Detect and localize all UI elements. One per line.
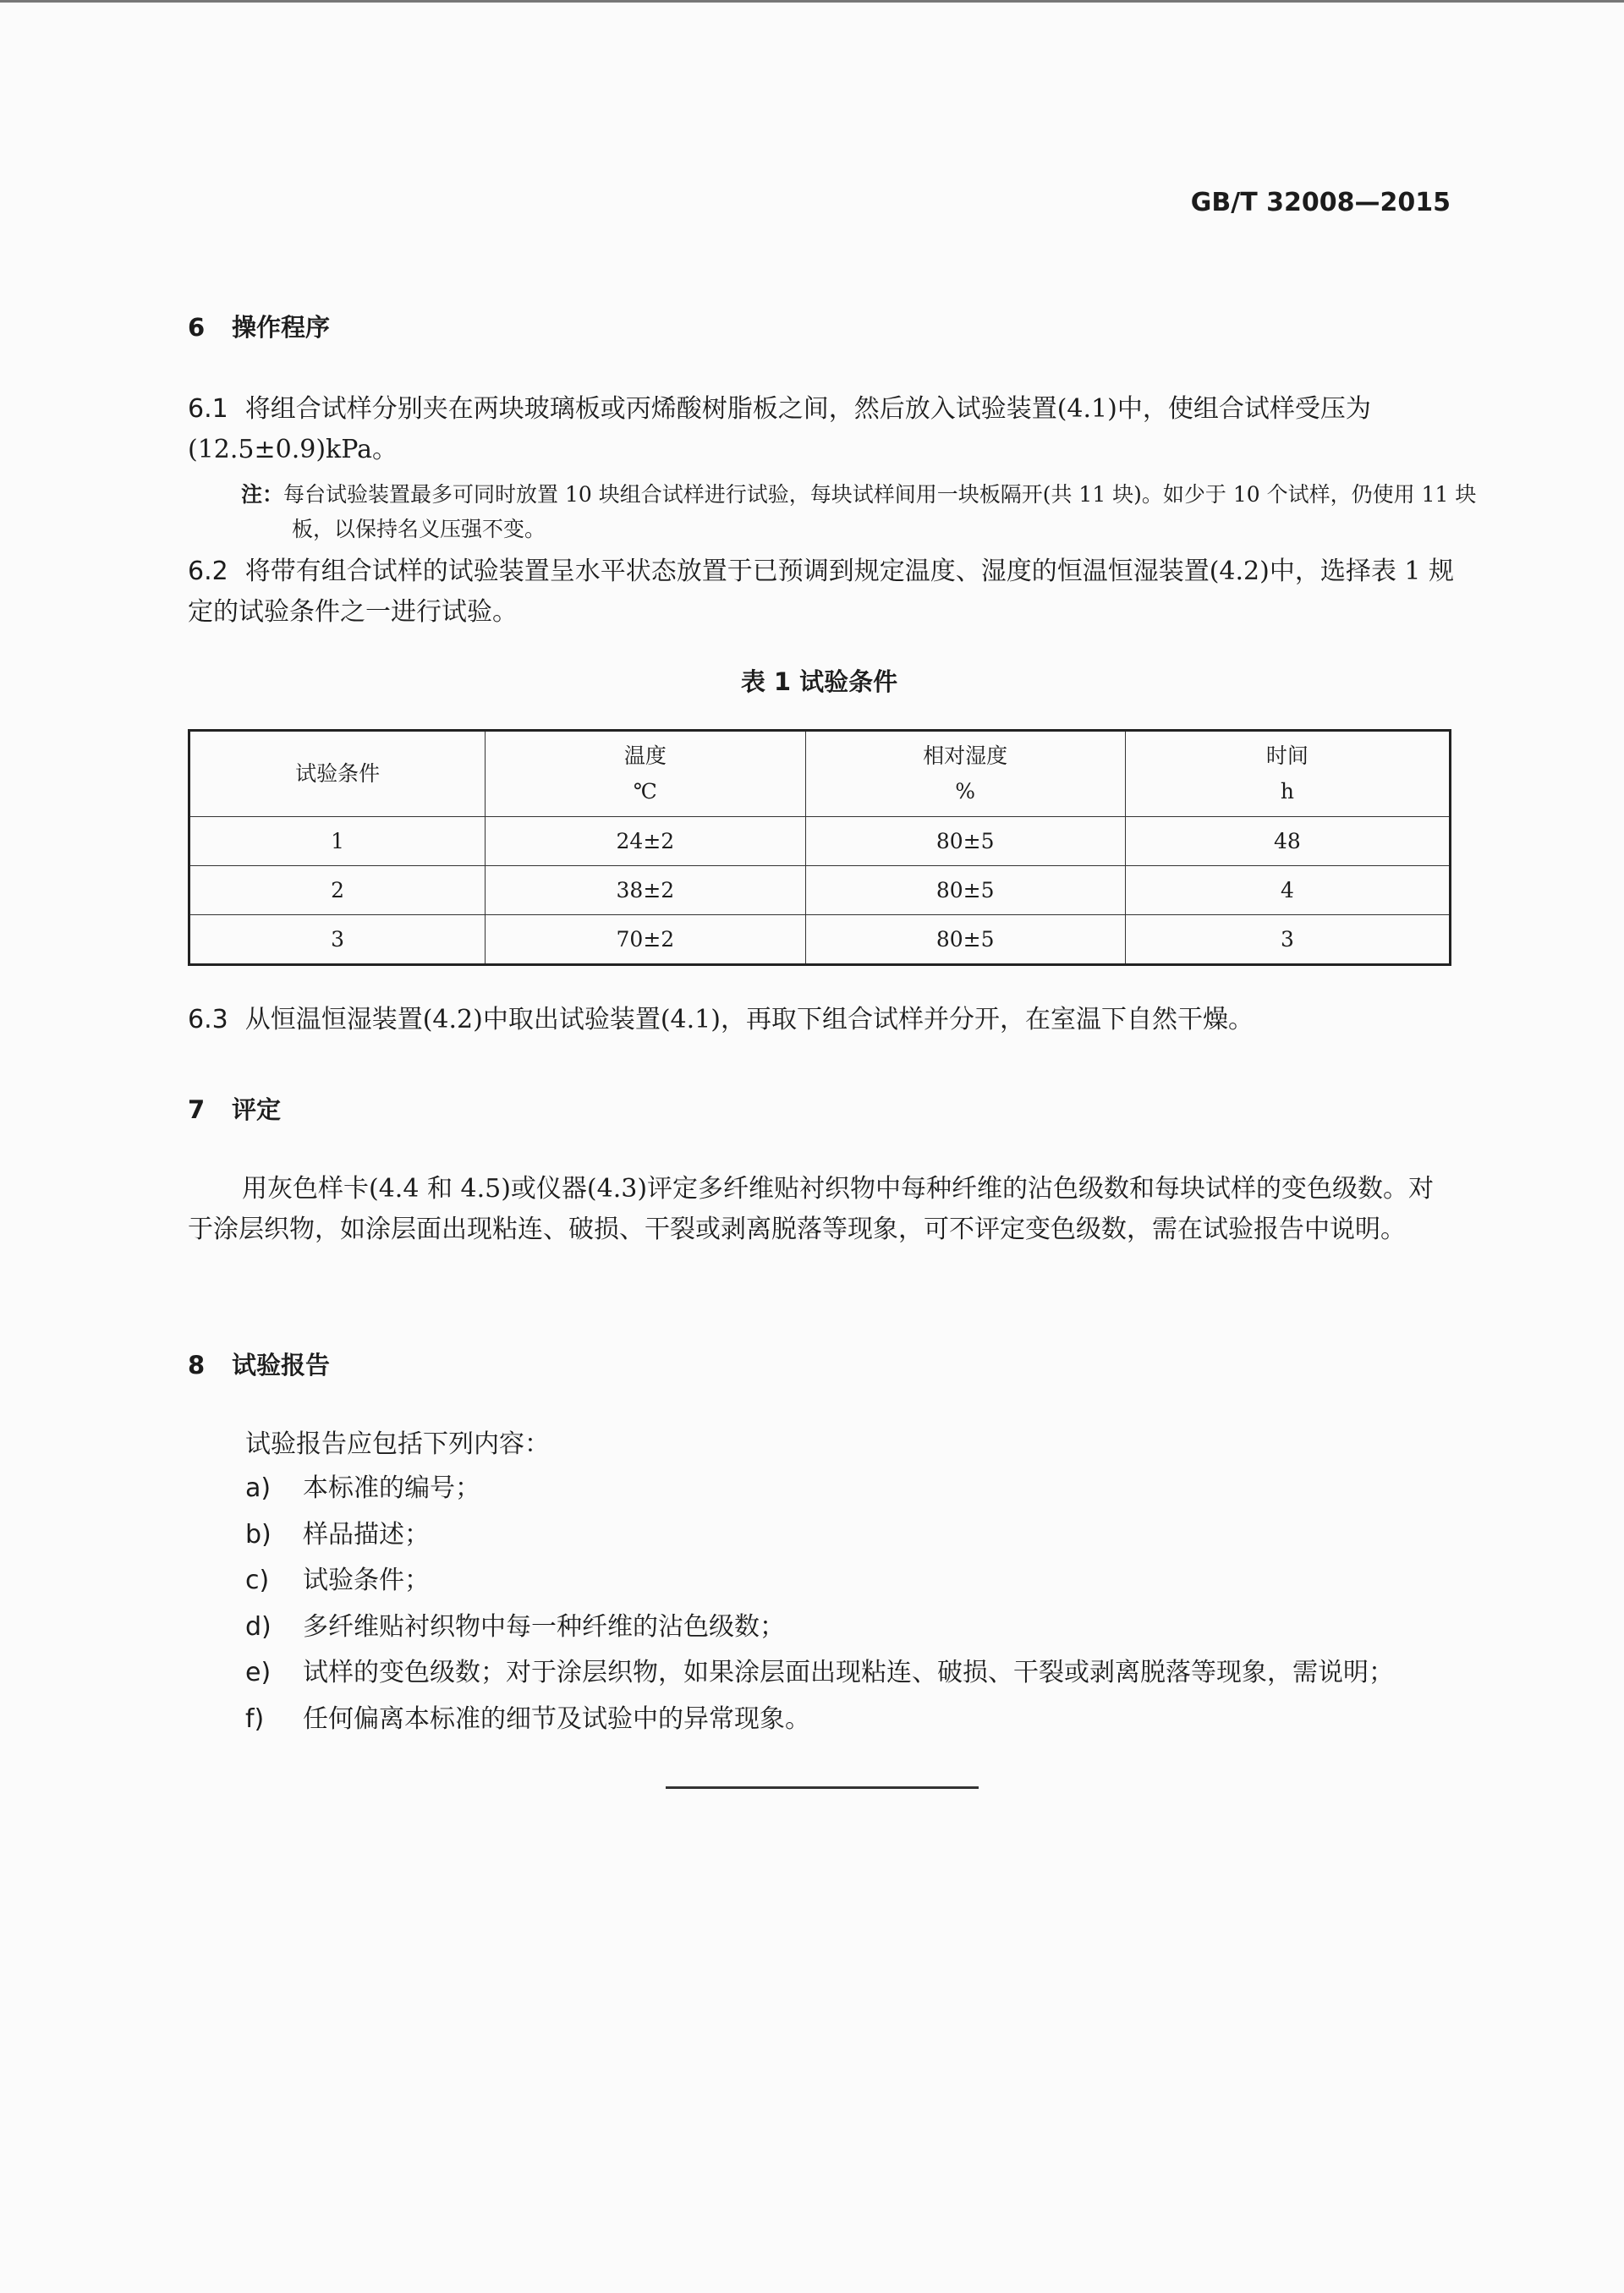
clause-text: 从恒温恒湿装置(4.2)中取出试验装置(4.1)，再取下组合试样并分开，在室温下自然干燥。 bbox=[244, 1005, 1254, 1034]
col-header-humidity: 相对湿度 % bbox=[805, 731, 1125, 817]
section-6-heading bbox=[188, 309, 330, 343]
clause-number: 6.3 bbox=[188, 1005, 228, 1034]
list-marker: b) bbox=[245, 1519, 272, 1550]
table-caption: 表 1 试验条件 bbox=[740, 667, 898, 696]
list-text: 本标准的编号； bbox=[303, 1473, 480, 1503]
list-text: 多纤维贴衬织物中每一种纤维的沾色级数； bbox=[303, 1611, 785, 1642]
table-cell: 4 bbox=[1125, 866, 1450, 915]
table-cell: 38±2 bbox=[486, 866, 805, 915]
section-number: 7 bbox=[188, 1095, 206, 1124]
test-conditions-table bbox=[188, 729, 1451, 966]
end-of-document-rule bbox=[666, 1786, 979, 1789]
standard-number: GB/T 32008—2015 bbox=[1190, 188, 1451, 217]
table-cell: 24±2 bbox=[486, 817, 805, 866]
scan-top-edge bbox=[0, 0, 1624, 3]
table-cell: 80±5 bbox=[805, 866, 1125, 915]
report-list-intro: 试验报告应包括下列内容： bbox=[245, 1429, 550, 1459]
note-text: 每台试验装置最多可同时放置 10 块组合试样进行试验，每块试样间用一块板隔开(共 11 块)。如少于 10 个试样，仍使用 11 块板，以保持名义压强不变。 bbox=[283, 482, 1477, 541]
list-text: 任何偏离本标准的细节及试验中的异常现象。 bbox=[303, 1703, 810, 1734]
section-8-heading bbox=[188, 1347, 330, 1381]
clause-text: 将组合试样分别夹在两块玻璃板或丙烯酸树脂板之间，然后放入试验装置(4.1)中，使组合试样受压为(12.5±0.9)kPa。 bbox=[188, 394, 1371, 464]
note-label: 注： bbox=[241, 482, 284, 507]
list-item bbox=[245, 1650, 1455, 1697]
table-header-row bbox=[189, 731, 1451, 817]
clause-number: 6.1 bbox=[188, 394, 228, 424]
list-item bbox=[245, 1558, 1455, 1605]
table-cell: 48 bbox=[1125, 817, 1450, 866]
list-item bbox=[245, 1697, 1455, 1743]
list-item bbox=[245, 1466, 1455, 1512]
col-header-temperature: 温度 ℃ bbox=[486, 731, 805, 817]
list-marker: a) bbox=[245, 1473, 272, 1503]
table-cell: 3 bbox=[1125, 915, 1450, 965]
list-text: 样品描述； bbox=[303, 1519, 430, 1550]
list-item bbox=[245, 1605, 1455, 1651]
table-row bbox=[189, 817, 1451, 866]
list-marker: d) bbox=[245, 1611, 272, 1642]
list-marker: f) bbox=[245, 1703, 265, 1734]
list-marker: e) bbox=[245, 1658, 272, 1688]
table-cell: 2 bbox=[189, 866, 486, 915]
clause-6-1 bbox=[188, 389, 1454, 470]
table-row bbox=[189, 915, 1451, 965]
section-number: 6 bbox=[188, 313, 206, 342]
table-cell: 70±2 bbox=[486, 915, 805, 965]
col-header-condition: 试验条件 bbox=[189, 731, 486, 817]
table-cell: 1 bbox=[189, 817, 486, 866]
list-item bbox=[245, 1512, 1455, 1559]
section-7-heading bbox=[188, 1091, 281, 1126]
section-title: 操作程序 bbox=[232, 313, 331, 342]
clause-number: 6.2 bbox=[188, 557, 228, 586]
clause-text: 将带有组合试样的试验装置呈水平状态放置于已预调到规定温度、湿度的恒温恒湿装置(4.2)中，选择表 1 规定的试验条件之一进行试验。 bbox=[188, 557, 1454, 627]
list-text: 试验条件； bbox=[303, 1566, 430, 1596]
section-title: 试验报告 bbox=[232, 1351, 331, 1380]
clause-7-body: 用灰色样卡(4.4 和 4.5)或仪器(4.3)评定多纤维贴衬织物中每种纤维的沾色级数和每块试样的变色级数。对于涂层织物，如涂层面出现粘连、破损、干裂或剥离脱落等现象，可不评定变色级数，需在试验报告中说明。 bbox=[188, 1174, 1435, 1244]
report-contents-list bbox=[245, 1466, 1455, 1743]
clause-6-2 bbox=[188, 551, 1454, 633]
list-marker: c) bbox=[245, 1566, 270, 1596]
table-cell: 3 bbox=[189, 915, 486, 965]
section-title: 评定 bbox=[232, 1095, 282, 1124]
list-text: 试样的变色级数；对于涂层织物，如果涂层面出现粘连、破损、干裂或剥离脱落等现象，需说明； bbox=[303, 1658, 1394, 1688]
clause-6-3 bbox=[188, 1000, 1454, 1040]
col-header-time: 时间 h bbox=[1125, 731, 1450, 817]
table-cell: 80±5 bbox=[805, 915, 1125, 965]
table-cell: 80±5 bbox=[805, 817, 1125, 866]
note-6-1 bbox=[241, 477, 1501, 546]
section-number: 8 bbox=[188, 1351, 206, 1380]
table-row bbox=[189, 866, 1451, 915]
